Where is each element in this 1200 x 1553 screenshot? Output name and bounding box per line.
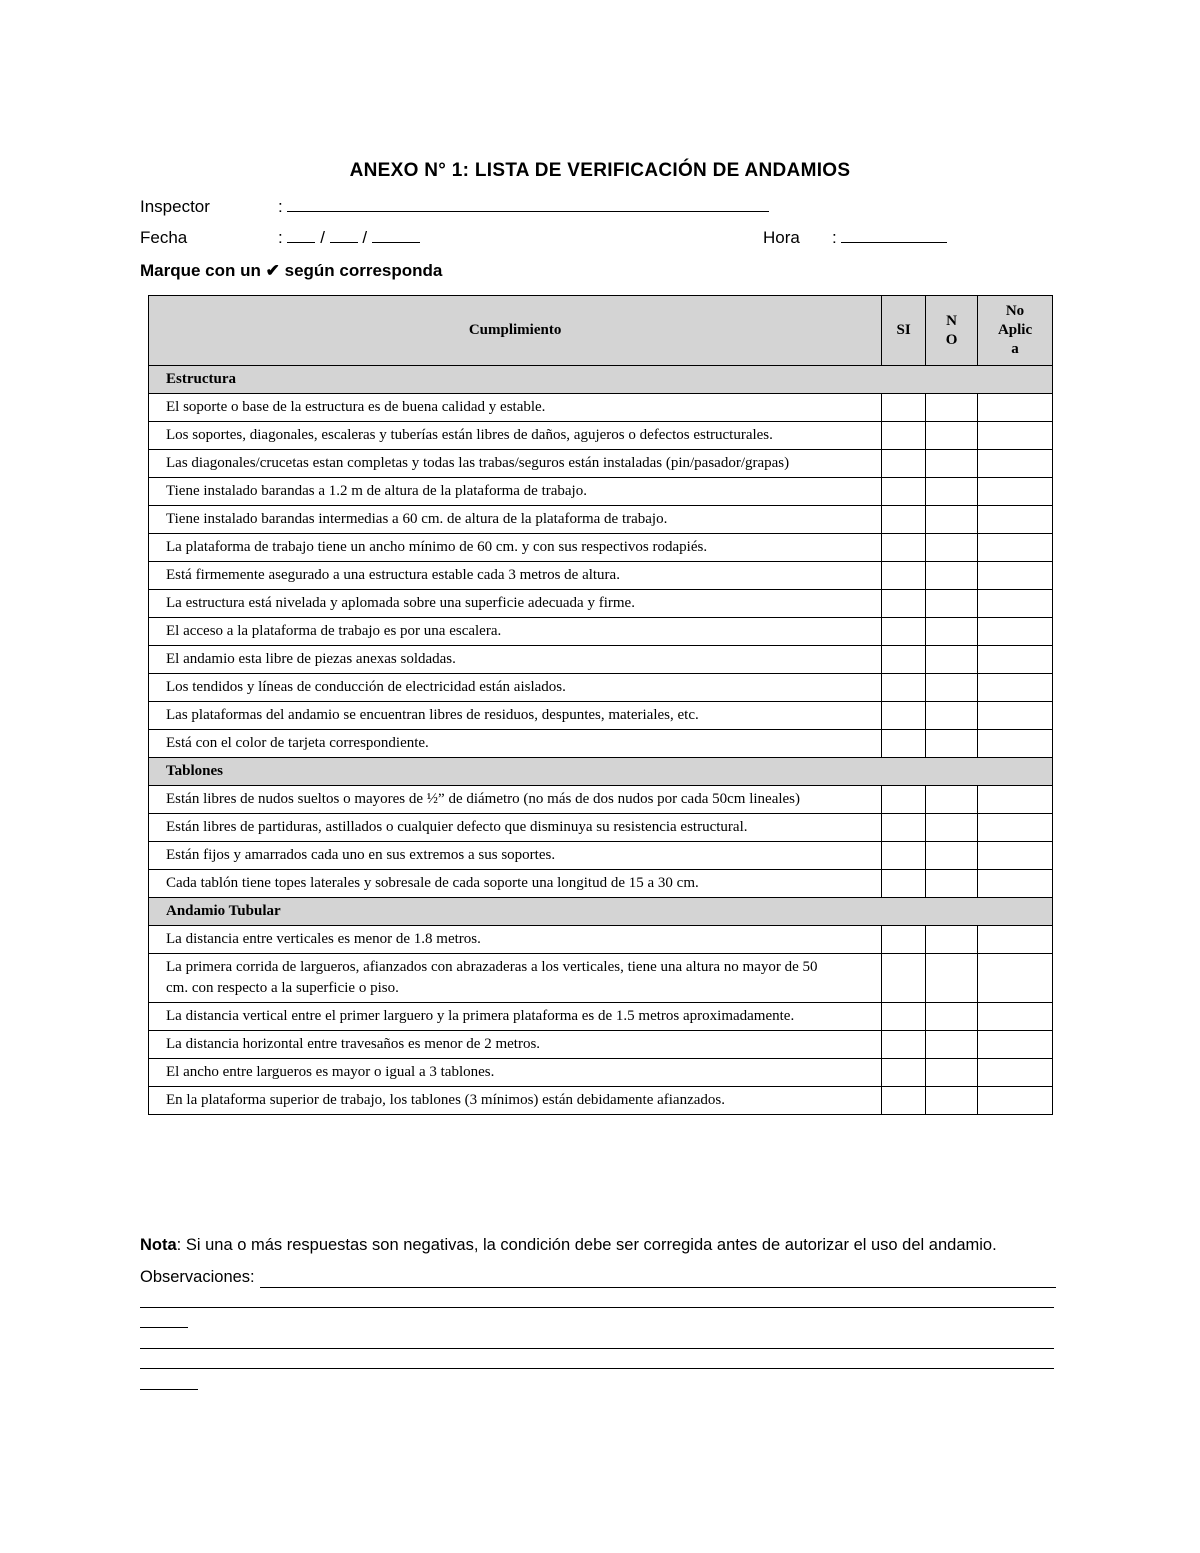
no-aplica-checkbox-cell[interactable] [978,1003,1053,1031]
no-checkbox-cell[interactable] [926,814,978,842]
table-row [149,394,1053,422]
inspector-colon [278,197,769,217]
no-checkbox-cell[interactable] [926,730,978,758]
no-aplica-checkbox-cell[interactable] [978,954,1053,1003]
header-na-line1: No [1005,303,1025,319]
checklist-item-text: La distancia vertical entre el primer larguero y la primera plataforma es de 1.5 metros aproximadamente. [149,1003,882,1031]
colon: : [278,197,283,216]
instruction [140,261,442,281]
section-row [149,758,1053,786]
table-row [149,422,1053,450]
checklist-item-text: Están fijos y amarrados cada uno en sus extremos a sus soportes. [149,842,882,870]
no-aplica-checkbox-cell[interactable] [978,1059,1053,1087]
no-checkbox-cell[interactable] [926,702,978,730]
no-checkbox-cell[interactable] [926,534,978,562]
si-checkbox-cell[interactable] [882,674,926,702]
si-checkbox-cell[interactable] [882,422,926,450]
header-na-line3: a [1011,341,1019,357]
colon: : [832,228,837,247]
inspector-field[interactable] [287,197,769,212]
checklist-item-text: Las plataformas del andamio se encuentran libres de residuos, despuntes, materiales, etc. [149,702,882,730]
checklist-body [149,366,1053,1115]
no-checkbox-cell[interactable] [926,786,978,814]
checklist-item-text: El andamio esta libre de piezas anexas soldadas. [149,646,882,674]
checklist-item-text: La plataforma de trabajo tiene un ancho mínimo de 60 cm. y con sus respectivos rodapiés. [149,534,882,562]
table-row [149,506,1053,534]
header-no-aplica [978,296,1053,366]
no-aplica-checkbox-cell[interactable] [978,562,1053,590]
no-checkbox-cell[interactable] [926,562,978,590]
note-label: Nota [140,1236,177,1254]
no-checkbox-cell[interactable] [926,1059,978,1087]
table-row [149,590,1053,618]
si-checkbox-cell[interactable] [882,478,926,506]
checklist-item-text: Está con el color de tarjeta correspondiente. [149,730,882,758]
si-checkbox-cell[interactable] [882,786,926,814]
si-checkbox-cell[interactable] [882,450,926,478]
table-row [149,646,1053,674]
observaciones-line[interactable] [140,1327,188,1328]
observaciones-line[interactable] [140,1389,198,1390]
fecha-day-field[interactable] [287,228,315,243]
checklist-item-text: La primera corrida de largueros, afianzados con abrazaderas a los verticales, tiene una altura no mayor de 50 cm. con respecto a la superficie o piso. [149,954,882,1003]
section-row [149,898,1053,926]
no-aplica-checkbox-cell[interactable] [978,618,1053,646]
checklist-item-text: El ancho entre largueros es mayor o igual a 3 tablones. [149,1059,882,1087]
no-checkbox-cell[interactable] [926,1031,978,1059]
si-checkbox-cell[interactable] [882,394,926,422]
section-title: Estructura [149,366,1053,394]
checklist-item-text: Están libres de partiduras, astillados o cualquier defecto que disminuya su resistencia estructural. [149,814,882,842]
checklist-item-text: Los soportes, diagonales, escaleras y tuberías están libres de daños, agujeros o defectos estructurales. [149,422,882,450]
table-row [149,842,1053,870]
si-checkbox-cell[interactable] [882,926,926,954]
table-header-row [149,296,1053,366]
si-checkbox-cell[interactable] [882,590,926,618]
header-na-line2: Aplic [997,322,1033,338]
no-aplica-checkbox-cell[interactable] [978,478,1053,506]
header-cumplimiento: Cumplimiento [149,296,882,366]
observaciones-line[interactable] [140,1348,1054,1349]
si-checkbox-cell[interactable] [882,954,926,1003]
si-checkbox-cell[interactable] [882,534,926,562]
no-checkbox-cell[interactable] [926,1087,978,1115]
checklist-item-text: El soporte o base de la estructura es de buena calidad y estable. [149,394,882,422]
si-checkbox-cell[interactable] [882,1031,926,1059]
hora-field-group [832,228,947,248]
no-checkbox-cell[interactable] [926,506,978,534]
checklist-table [148,295,1053,1115]
section-title: Andamio Tubular [149,898,1053,926]
checklist-item-text: Las diagonales/crucetas estan completas y todas las trabas/seguros están instaladas (pin/pasador/grapas) [149,450,882,478]
checklist-item-text: La estructura está nivelada y aplomada sobre una superficie adecuada y firme. [149,590,882,618]
fecha-label: Fecha [140,228,188,247]
no-aplica-checkbox-cell[interactable] [978,814,1053,842]
no-checkbox-cell[interactable] [926,478,978,506]
no-checkbox-cell[interactable] [926,842,978,870]
checklist-item-text: La distancia horizontal entre travesaños es menor de 2 metros. [149,1031,882,1059]
no-aplica-checkbox-cell[interactable] [978,702,1053,730]
no-checkbox-cell[interactable] [926,646,978,674]
fecha-field-group [278,228,420,248]
table-row [149,1059,1053,1087]
no-aplica-checkbox-cell[interactable] [978,870,1053,898]
no-aplica-checkbox-cell[interactable] [978,730,1053,758]
colon: : [278,228,283,247]
no-aplica-checkbox-cell[interactable] [978,394,1053,422]
header-si: SI [882,296,926,366]
checklist-item-text: Está firmemente asegurado a una estructura estable cada 3 metros de altura. [149,562,882,590]
si-checkbox-cell[interactable] [882,562,926,590]
checklist-item-text: La distancia entre verticales es menor de 1.8 metros. [149,926,882,954]
checklist-item-text: Están libres de nudos sueltos o mayores de ½” de diámetro (no más de dos nudos por cada 50cm lineales) [149,786,882,814]
header-no-line2: O [945,331,958,348]
no-checkbox-cell[interactable] [926,450,978,478]
table-row [149,870,1053,898]
checklist-item-text: Tiene instalado barandas intermedias a 60 cm. de altura de la plataforma de trabajo. [149,506,882,534]
table-row [149,618,1053,646]
no-checkbox-cell[interactable] [926,926,978,954]
table-row [149,478,1053,506]
no-aplica-checkbox-cell[interactable] [978,450,1053,478]
si-checkbox-cell[interactable] [882,1003,926,1031]
si-checkbox-cell[interactable] [882,1059,926,1087]
no-checkbox-cell[interactable] [926,1003,978,1031]
date-separator: / [320,228,325,247]
table-row [149,702,1053,730]
page-title: ANEXO N° 1: LISTA DE VERIFICACIÓN DE ANDAMIOS [349,160,851,181]
no-aplica-checkbox-cell[interactable] [978,506,1053,534]
note-text: : Si una o más respuestas son negativas, la condición debe ser corregida antes de autorizar el uso del andamio. [176,1236,997,1254]
no-aplica-checkbox-cell[interactable] [978,926,1053,954]
table-row [149,814,1053,842]
observaciones-line[interactable] [140,1307,1054,1308]
no-aplica-checkbox-cell[interactable] [978,1031,1053,1059]
table-row [149,1003,1053,1031]
no-checkbox-cell[interactable] [926,394,978,422]
table-row [149,954,1053,1003]
checklist-item-text: Cada tablón tiene topes laterales y sobresale de cada soporte una longitud de 15 a 30 cm. [149,870,882,898]
no-checkbox-cell[interactable] [926,954,978,1003]
no-aplica-checkbox-cell[interactable] [978,646,1053,674]
hora-field[interactable] [841,228,947,243]
no-aplica-checkbox-cell[interactable] [978,674,1053,702]
header-no-line1: N [946,312,957,329]
table-row [149,534,1053,562]
checkmark-icon: ✔ [265,261,280,280]
no-checkbox-cell[interactable] [926,590,978,618]
si-checkbox-cell[interactable] [882,814,926,842]
table-row [149,674,1053,702]
inspector-label: Inspector [140,197,210,216]
checklist-item-text: El acceso a la plataforma de trabajo es por una escalera. [149,618,882,646]
si-checkbox-cell[interactable] [882,730,926,758]
si-checkbox-cell[interactable] [882,870,926,898]
si-checkbox-cell[interactable] [882,842,926,870]
observaciones-line[interactable] [140,1368,1054,1369]
header-no [926,296,978,366]
si-checkbox-cell[interactable] [882,506,926,534]
note [140,1236,997,1255]
table-row [149,562,1053,590]
table-row [149,786,1053,814]
checklist-item-text: En la plataforma superior de trabajo, los tablones (3 mínimos) están debidamente afianzados. [149,1087,882,1115]
no-aplica-checkbox-cell[interactable] [978,786,1053,814]
checklist-item-text: Los tendidos y líneas de conducción de electricidad están aislados. [149,674,882,702]
si-checkbox-cell[interactable] [882,618,926,646]
table-row [149,450,1053,478]
table-row [149,926,1053,954]
section-row [149,366,1053,394]
observaciones-line[interactable] [260,1287,1056,1288]
no-aplica-checkbox-cell[interactable] [978,590,1053,618]
fecha-year-field[interactable] [372,228,420,243]
instruction-prefix: Marque con un [140,261,261,280]
no-aplica-checkbox-cell[interactable] [978,422,1053,450]
fecha-month-field[interactable] [330,228,358,243]
date-separator: / [362,228,368,247]
no-checkbox-cell[interactable] [926,618,978,646]
observaciones-label: Observaciones: [140,1268,255,1286]
no-checkbox-cell[interactable] [926,422,978,450]
no-aplica-checkbox-cell[interactable] [978,842,1053,870]
si-checkbox-cell[interactable] [882,702,926,730]
table-row [149,730,1053,758]
hora-label: Hora [763,228,800,247]
no-aplica-checkbox-cell[interactable] [978,534,1053,562]
checklist-item-text: Tiene instalado barandas a 1.2 m de altura de la plataforma de trabajo. [149,478,882,506]
no-aplica-checkbox-cell[interactable] [978,1087,1053,1115]
instruction-suffix: según corresponda [284,261,443,280]
section-title: Tablones [149,758,1053,786]
table-row [149,1087,1053,1115]
si-checkbox-cell[interactable] [882,1087,926,1115]
table-row [149,1031,1053,1059]
no-checkbox-cell[interactable] [926,870,978,898]
no-checkbox-cell[interactable] [926,674,978,702]
si-checkbox-cell[interactable] [882,646,926,674]
